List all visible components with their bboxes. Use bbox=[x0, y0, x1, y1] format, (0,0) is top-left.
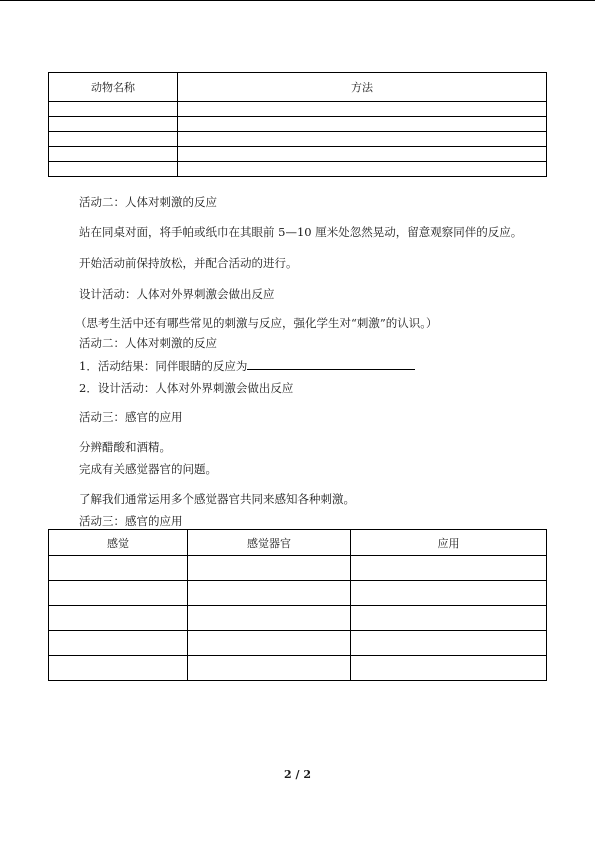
complete-questions-text: 完成有关感觉器官的问题。 bbox=[79, 462, 217, 476]
table-cell bbox=[188, 656, 351, 681]
activity-result-line bbox=[79, 358, 415, 373]
table-cell bbox=[351, 656, 547, 681]
table-row bbox=[49, 147, 547, 162]
table-cell bbox=[49, 162, 178, 177]
understand-senses-text: 了解我们通常运用多个感觉器官共同来感知各种刺激。 bbox=[79, 492, 355, 506]
activity-two-heading-repeat: 活动二：人体对刺激的反应 bbox=[79, 336, 217, 350]
page-number: 2 / 2 bbox=[284, 768, 311, 781]
table-row bbox=[49, 117, 547, 132]
table-cell bbox=[178, 102, 547, 117]
table-cell bbox=[188, 606, 351, 631]
page-top-border bbox=[0, 0, 595, 1]
table-row bbox=[49, 162, 547, 177]
table-cell bbox=[351, 631, 547, 656]
table-cell bbox=[49, 147, 178, 162]
header-animal-name: 动物名称 bbox=[49, 73, 178, 102]
relax-instruction: 开始活动前保持放松，并配合活动的进行。 bbox=[79, 256, 298, 270]
header-sense: 感觉 bbox=[49, 530, 188, 556]
senses-table bbox=[48, 529, 547, 681]
table-row bbox=[49, 606, 547, 631]
table-cell bbox=[49, 117, 178, 132]
table-row bbox=[49, 132, 547, 147]
activity-two-instruction: 站在同桌对面，将手帕或纸巾在其眼前 5—10 厘米处忽然晃动，留意观察同伴的反应。 bbox=[79, 225, 523, 239]
header-method: 方法 bbox=[178, 73, 547, 102]
table-cell bbox=[49, 631, 188, 656]
table-cell bbox=[188, 556, 351, 581]
table-row bbox=[49, 631, 547, 656]
table-row bbox=[49, 556, 547, 581]
table-cell bbox=[178, 162, 547, 177]
table-cell bbox=[188, 581, 351, 606]
table-cell bbox=[351, 556, 547, 581]
table-cell bbox=[178, 132, 547, 147]
activity-result-label: 1．活动结果：同伴眼睛的反应为 bbox=[79, 359, 248, 373]
design-activity-item: 2．设计活动：人体对外界刺激会做出反应 bbox=[79, 381, 294, 395]
distinguish-text: 分辨醋酸和酒精。 bbox=[79, 440, 171, 454]
answer-blank[interactable] bbox=[247, 358, 415, 370]
table-cell bbox=[178, 117, 547, 132]
table-cell bbox=[351, 606, 547, 631]
table-cell bbox=[49, 556, 188, 581]
table-header-row bbox=[49, 73, 547, 102]
think-note: （思考生活中还有哪些常见的刺激与反应，强化学生对“刺激”的认识。） bbox=[75, 316, 438, 330]
table-cell bbox=[49, 102, 178, 117]
activity-three-heading-repeat: 活动三：感官的应用 bbox=[79, 514, 183, 528]
header-application: 应用 bbox=[351, 530, 547, 556]
activity-two-heading: 活动二：人体对刺激的反应 bbox=[79, 195, 217, 209]
table-cell bbox=[49, 606, 188, 631]
table-cell bbox=[49, 132, 178, 147]
table-cell bbox=[188, 631, 351, 656]
table-row bbox=[49, 581, 547, 606]
activity-three-heading: 活动三：感官的应用 bbox=[79, 410, 183, 424]
animal-method-table bbox=[48, 72, 547, 177]
header-sense-organ: 感觉器官 bbox=[188, 530, 351, 556]
design-activity-text: 设计活动：人体对外界刺激会做出反应 bbox=[79, 287, 275, 301]
table-header-row bbox=[49, 530, 547, 556]
table-cell bbox=[351, 581, 547, 606]
table-row bbox=[49, 656, 547, 681]
table-cell bbox=[49, 581, 188, 606]
table-cell bbox=[178, 147, 547, 162]
table-cell bbox=[49, 656, 188, 681]
table-row bbox=[49, 102, 547, 117]
